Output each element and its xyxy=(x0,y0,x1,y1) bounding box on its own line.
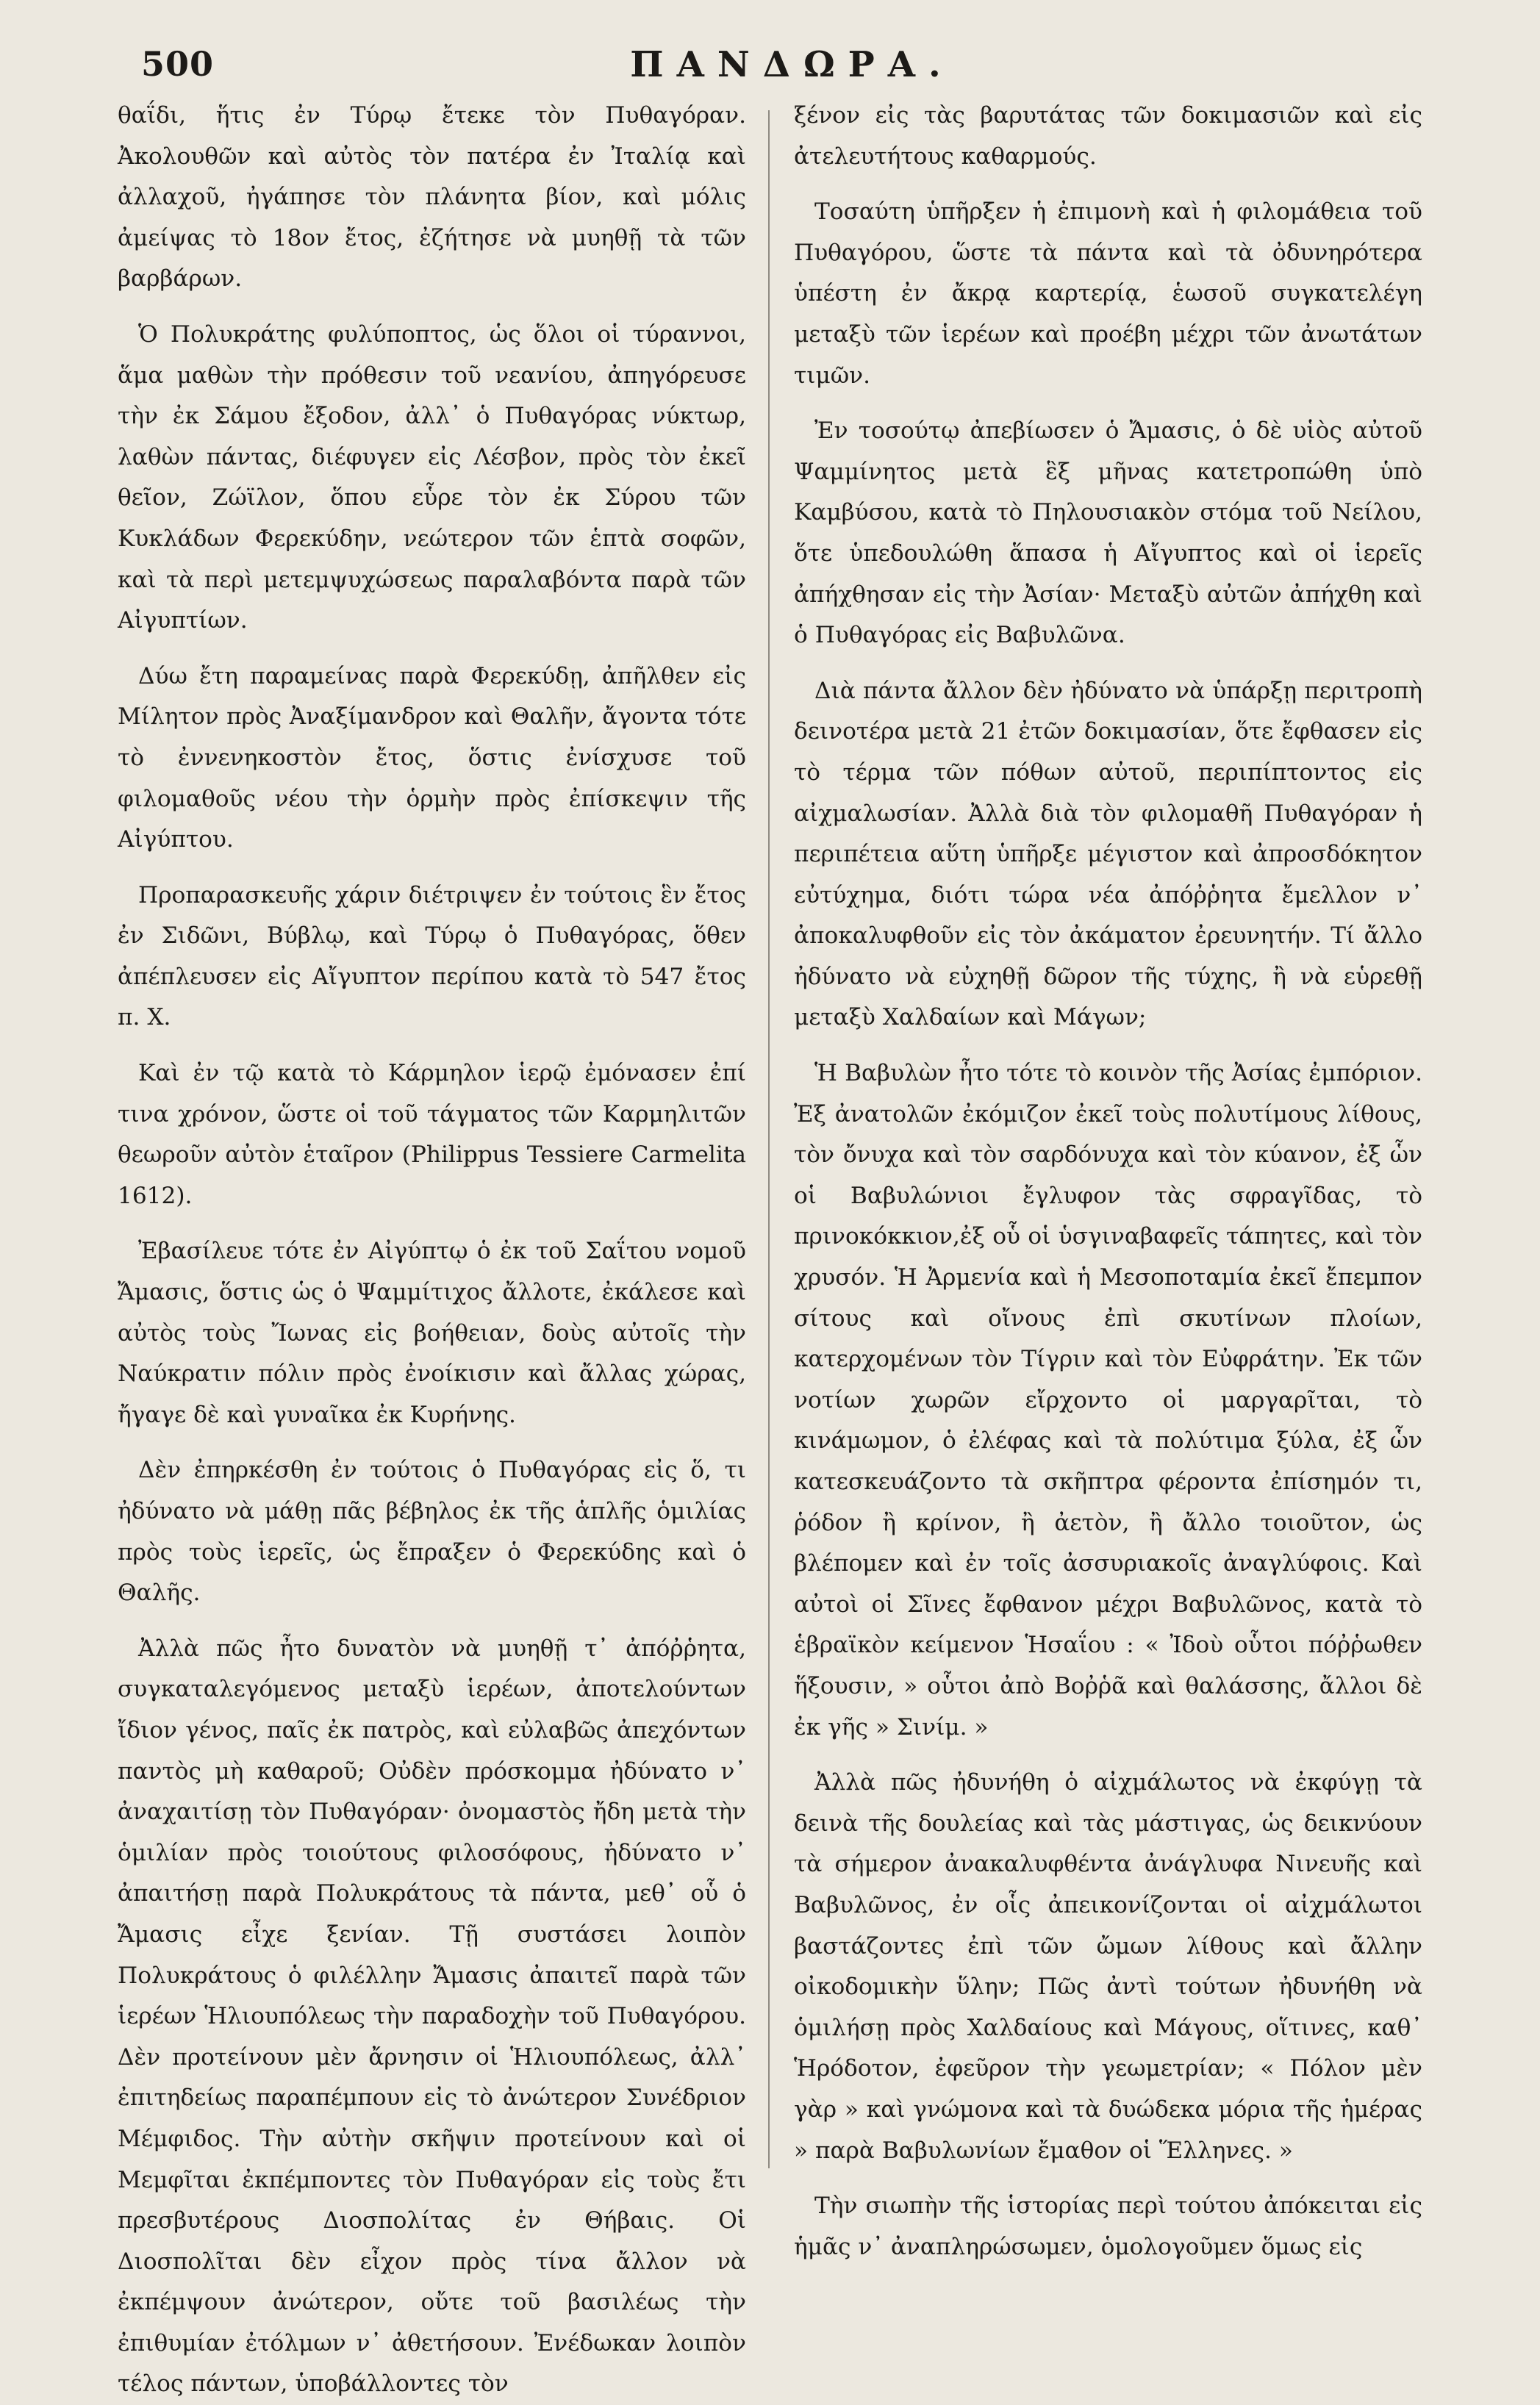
paragraph: Ἐν τοσούτῳ ἀπεβίωσεν ὁ Ἄμασις, ὁ δὲ υἱὸς αὐτοῦ Ψαμμίνητος μετὰ ἓξ μῆνας κατετροπώθη ὑπὸ Καμβύσου, κατὰ τὸ Πηλουσιακὸν στόμα τοῦ Νείλου, ὅτε ὑπεδουλώθη ἅπασα ἡ Αἴγυπτος καὶ οἱ ἱερεῖς ἀπήχθησαν εἰς τὴν Ἀσίαν· Μεταξὺ αὐτῶν ἀπήχθη καὶ ὁ Πυθαγόρας εἰς Βαβυλῶνα. xyxy=(794,417,1422,649)
running-title: ΠΑΝΔΩΡΑ. xyxy=(630,44,954,85)
paragraph: Ἀλλὰ πῶς ἠδυνήθη ὁ αἰχμάλωτος νὰ ἐκφύγῃ τὰ δεινὰ τῆς δουλείας καὶ τὰς μάστιγας, ὡς δεικνύουν τὰ σήμερον ἀνακαλυφθέντα ἀνάγλυφα Νινευῆς καὶ Βαβυλῶνος, ἐν οἷς ἀπεικονίζονται οἱ αἰχμάλωτοι βαστάζοντες ἐπὶ τῶν ὤμων λίθους καὶ ἄλλην οἰκοδομικὴν ὕλην; Πῶς ἀντὶ τούτων ἠδυνήθη νὰ ὁμιλήσῃ πρὸς Χαλδαίους καὶ Μάγους, οἵτινες, καθ᾽ Ἡρόδοτον, ἐφεῦρον τὴν γεωμετρίαν; « Πόλον μὲν γὰρ » καὶ γνώμονα καὶ τὰ δυώδεκα μόρια τῆς ἡμέρας » παρὰ Βαβυλωνίων ἔμαθον οἱ Ἕλληνες. » xyxy=(794,1769,1422,2164)
paragraph: Ἐβασίλευε τότε ἐν Αἰγύπτῳ ὁ ἐκ τοῦ Σαΐτου νομοῦ Ἄμασις, ὅστις ὡς ὁ Ψαμμίτιχος ἄλλοτε, ἐκάλεσε καὶ αὐτὸς τοὺς Ἴωνας εἰς βοήθειαν, δοὺς αὐτοῖς τὴν Ναύκρατιν πόλιν πρὸς ἐνοίκισιν καὶ ἄλλας χώρας, ἤγαγε δὲ καὶ γυναῖκα ἐκ Κυρήνης. xyxy=(118,1238,746,1428)
page-header xyxy=(118,37,1466,96)
paragraph: ξένον εἰς τὰς βαρυτάτας τῶν δοκιμασιῶν καὶ εἰς ἀτελευτήτους καθαρμούς. xyxy=(794,102,1422,170)
paragraph: Δὲν ἐπηρκέσθη ἐν τούτοις ὁ Πυθαγόρας εἰς ὅ, τι ἠδύνατο νὰ μάθῃ πᾶς βέβηλος ἐκ τῆς ἁπλῆς ὁμιλίας πρὸς τοὺς ἱερεῖς, ὡς ἔπραξεν ὁ Φερεκύδης καὶ ὁ Θαλῆς. xyxy=(118,1457,746,1607)
paragraph: Τὴν σιωπὴν τῆς ἱστορίας περὶ τούτου ἀπόκειται εἰς ἡμᾶς ν᾽ ἀναπληρώσωμεν, ὁμολογοῦμεν ὅμως εἰς xyxy=(794,2193,1422,2260)
paragraph: Δύω ἔτη παραμείνας παρὰ Φερεκύδῃ, ἀπῆλθεν εἰς Μίλητον πρὸς Ἀναξίμανδρον καὶ Θαλῆν, ἄγοντα τότε τὸ ἐννενηκοστὸν ἔτος, ὅστις ἐνίσχυσε τοῦ φιλομαθοῦς νέου τὴν ὁρμὴν πρὸς ἐπίσκεψιν τῆς Αἰγύπτου. xyxy=(118,662,746,853)
paragraph: Προπαρασκευῆς χάριν διέτριψεν ἐν τούτοις ἓν ἔτος ἐν Σιδῶνι, Βύβλῳ, καὶ Τύρῳ ὁ Πυθαγόρας, ὅθεν ἀπέπλευσεν εἰς Αἴγυπτον περίπου κατὰ τὸ 547 ἔτος π. Χ. xyxy=(118,881,746,1031)
left-column xyxy=(118,96,746,2405)
page-number: 500 xyxy=(141,44,215,84)
paragraph: Καὶ ἐν τῷ κατὰ τὸ Κάρμηλον ἱερῷ ἐμόνασεν ἐπί τινα χρόνον, ὥστε οἱ τοῦ τάγματος τῶν Καρμηλιτῶν θεωροῦν αὐτὸν ἑταῖρον (Philippus Tessiere Carmelita 1612). xyxy=(118,1060,746,1209)
paragraph: Τοσαύτη ὑπῆρξεν ἡ ἐπιμονὴ καὶ ἡ φιλομάθεια τοῦ Πυθαγόρου, ὥστε τὰ πάντα καὶ τὰ ὀδυνηρότερα ὑπέστη ἐν ἄκρᾳ καρτερίᾳ, ἑωσοῦ συγκατελέγη μεταξὺ τῶν ἱερέων καὶ προέβη μέχρι τῶν ἀνωτάτων τιμῶν. xyxy=(794,198,1422,389)
paragraph: Ἡ Βαβυλὼν ἦτο τότε τὸ κοινὸν τῆς Ἀσίας ἐμπόριον. Ἐξ ἀνατολῶν ἐκόμιζον ἐκεῖ τοὺς πολυτίμους λίθους, τὸν ὄνυχα καὶ τὸν σαρδόνυχα καὶ τὸν κύανον, ἐξ ὧν οἱ Βαβυλώνιοι ἔγλυφον τὰς σφραγῖδας, τὸ πρινοκόκκιον,ἐξ οὗ οἱ ὑσγιναβαφεῖς τάπητες, καὶ τὸν χρυσόν. Ἡ Ἀρμενία καὶ ἡ Μεσοποταμία ἐκεῖ ἔπεμπον σίτους καὶ οἴνους ἐπὶ σκυτίνων πλοίων, κατερχομένων τὸν Τίγριν καὶ τὸν Εὐφράτην. Ἐκ τῶν νοτίων χωρῶν εἴρχοντο οἱ μαργαρῖται, τὸ κινάμωμον, ὁ ἐλέφας καὶ τὰ πολύτιμα ξύλα, ἐξ ὧν κατεσκευάζοντο τὰ σκῆπτρα φέροντα ἐπίσημόν τι, ῥόδον ἢ κρίνον, ἢ ἀετὸν, ἢ ἄλλο τοιοῦτον, ὡς βλέπομεν καὶ ἐν τοῖς ἀσσυριακοῖς ἀναγλύφοις. Καὶ αὐτοὶ οἱ Σῖνες ἔφθανον μέχρι Βαβυλῶνος, κατὰ τὸ ἑβραϊκὸν κείμενον Ἡσαΐου : « Ἰδοὺ οὗτοι πόῤῥωθεν ἥξουσιν, » οὗτοι ἀπὸ Βοῤῥᾶ καὶ θαλάσσης, ἄλλοι δὲ ἐκ γῆς » Σινίμ. » xyxy=(794,1060,1422,1741)
paragraph: θαΐδι, ἥτις ἐν Τύρῳ ἔτεκε τὸν Πυθαγόραν. Ἀκολουθῶν καὶ αὐτὸς τὸν πατέρα ἐν Ἰταλίᾳ καὶ ἀλλαχοῦ, ἠγάπησε τὸν πλάνητα βίον, καὶ μόλις ἀμείψας τὸ 18ον ἔτος, ἐζήτησε νὰ μυηθῇ τὰ τῶν βαρβάρων. xyxy=(118,102,746,293)
right-column xyxy=(794,96,1422,2268)
paragraph: Ἀλλὰ πῶς ἦτο δυνατὸν νὰ μυηθῇ τ᾽ ἀπόῤῥητα, συγκαταλεγόμενος μεταξὺ ἱερέων, ἀποτελούντων ἴδιον γένος, παῖς ἐκ πατρὸς, καὶ εὐλαβῶς ἀπεχόντων παντὸς μὴ καθαροῦ; Οὐδὲν πρόσκομμα ἠδύνατο ν᾽ ἀναχαιτίσῃ τὸν Πυθαγόραν· ὀνομαστὸς ἤδη μετὰ τὴν ὁμιλίαν πρὸς τοιούτους φιλοσόφους, ἠδύνατο ν᾽ ἀπαιτήσῃ παρὰ Πολυκράτους τὰ πάντα, μεθ᾽ οὗ ὁ Ἄμασις εἶχε ξενίαν. Τῇ συστάσει λοιπὸν Πολυκράτους ὁ φιλέλλην Ἄμασις ἀπαιτεῖ παρὰ τῶν ἱερέων Ἡλιουπόλεως τὴν παραδοχὴν τοῦ Πυθαγόρου. Δὲν προτείνουν μὲν ἄρνησιν οἱ Ἡλιουπόλεως, ἀλλ᾽ ἐπιτηδείως παραπέμπουν εἰς τὸ ἀνώτερον Συνέδριον Μέμφιδος. Τὴν αὐτὴν σκῆψιν προτείνουν καὶ οἱ Μεμφῖται ἐκπέμποντες τὸν Πυθαγόραν εἰς τοὺς ἔτι πρεσβυτέρους Διοσπολίτας ἐν Θήβαις. Οἱ Διοσπολῖται δὲν εἶχον πρὸς τίνα ἄλλον νὰ ἐκπέμψουν ἀνώτερον, οὔτε τοῦ βασιλέως τὴν ἐπιθυμίαν ἐτόλμων ν᾽ ἀθετήσουν. Ἐνέδωκαν λοιπὸν τέλος πάντων, ὑποβάλλοντες τὸν xyxy=(118,1635,746,2398)
paragraph: Ὁ Πολυκράτης φυλύποπτος, ὡς ὅλοι οἱ τύραννοι, ἅμα μαθὼν τὴν πρόθεσιν τοῦ νεανίου, ἀπηγόρευσε τὴν ἐκ Σάμου ἔξοδον, ἀλλ᾽ ὁ Πυθαγόρας νύκτωρ, λαθὼν πάντας, διέφυγεν εἰς Λέσβον, πρὸς τὸν ἐκεῖ θεῖον, Ζώϊλον, ὅπου εὗρε τὸν ἐκ Σύρου τῶν Κυκλάδων Φερεκύδην, νεώτερον τῶν ἑπτὰ σοφῶν, καὶ τὰ περὶ μετεμψυχώσεως παραλαβόντα παρὰ τῶν Αἰγυπτίων. xyxy=(118,320,746,634)
column-divider xyxy=(768,110,770,2168)
paragraph: Διὰ πάντα ἄλλον δὲν ἠδύνατο νὰ ὑπάρξῃ περιτροπὴ δεινοτέρα μετὰ 21 ἐτῶν δοκιμασίαν, ὅτε ἔφθασεν εἰς τὸ τέρμα τῶν πόθων αὐτοῦ, περιπίπτοντος εἰς αἰχμαλωσίαν. Ἀλλὰ διὰ τὸν φιλομαθῆ Πυθαγόραν ἡ περιπέτεια αὕτη ὑπῆρξε μέγιστον καὶ ἀπροσδόκητον εὐτύχημα, διότι τώρα νέα ἀπόῤῥητα ἔμελλον ν᾽ ἀποκαλυφθοῦν εἰς τὸν ἀκάματον ἐρευνητήν. Τί ἄλλο ἠδύνατο νὰ εὐχηθῇ δῶρον τῆς τύχης, ἢ νὰ εὑρεθῇ μεταξὺ Χαλδαίων καὶ Μάγων; xyxy=(794,677,1422,1031)
